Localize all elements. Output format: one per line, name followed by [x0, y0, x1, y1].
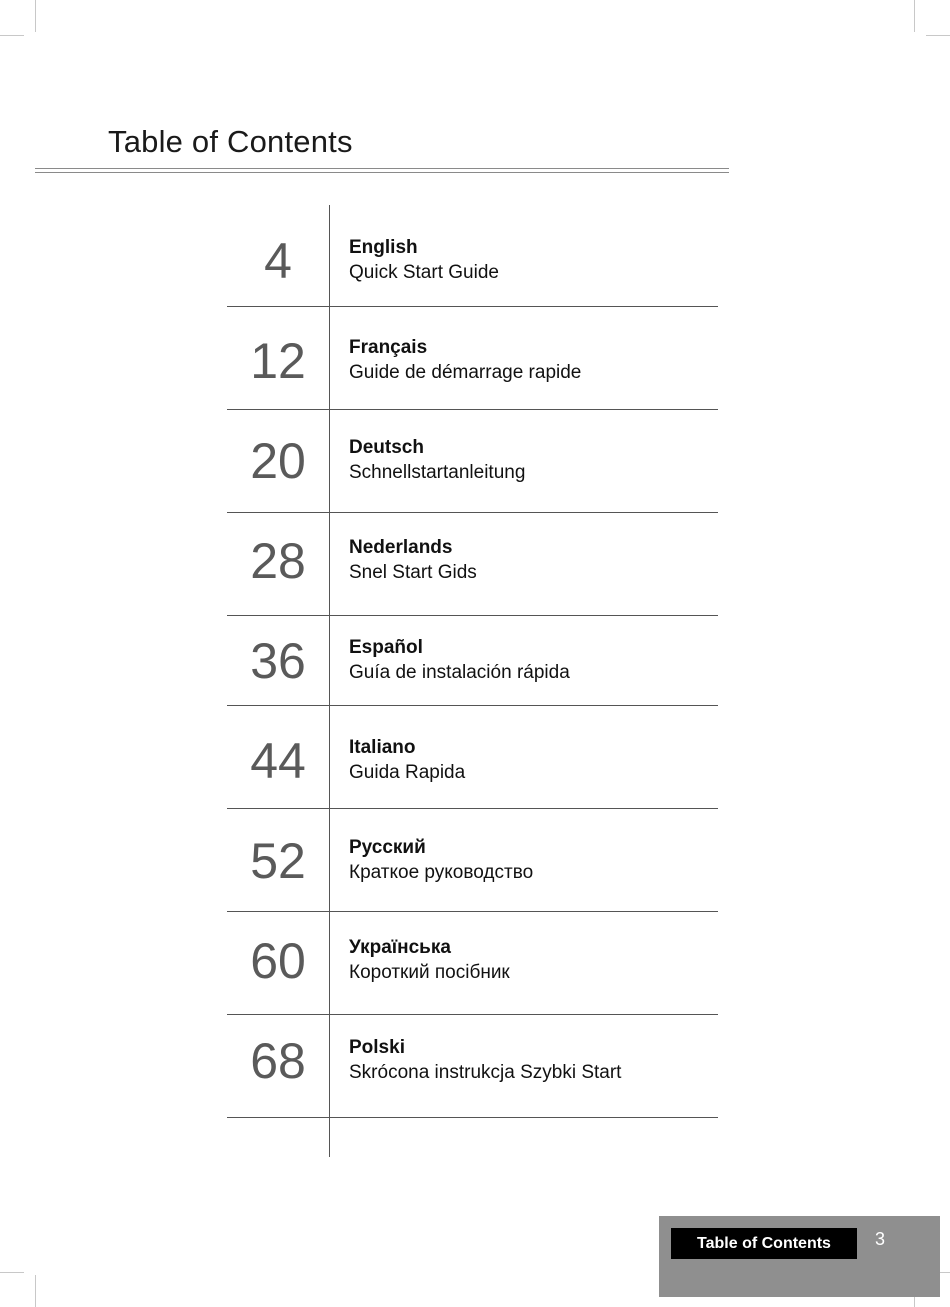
- toc-entry[interactable]: [349, 835, 709, 885]
- toc-subtitle: Skrócona instrukcja Szybki Start: [349, 1062, 622, 1083]
- toc-row-divider: [227, 615, 718, 616]
- toc-subtitle: Schnellstartanleitung: [349, 462, 526, 483]
- toc-entry[interactable]: [349, 935, 709, 985]
- page-number: 3: [875, 1229, 886, 1249]
- crop-mark: [0, 35, 24, 36]
- toc-table: [227, 205, 718, 1157]
- toc-page-number: 68: [250, 1033, 306, 1089]
- toc-row-divider: [227, 705, 718, 706]
- toc-entry[interactable]: [349, 235, 709, 285]
- toc-row-divider: [227, 1117, 718, 1118]
- toc-language: Nederlands: [349, 537, 453, 558]
- toc-subtitle: Guide de démarrage rapide: [349, 362, 582, 383]
- title-rule: [35, 172, 729, 173]
- toc-language: Español: [349, 637, 423, 658]
- toc-row-divider: [227, 306, 718, 307]
- toc-page-number: 60: [250, 933, 306, 989]
- toc-subtitle: Guía de instalación rápida: [349, 662, 570, 683]
- footer-badge: [659, 1216, 940, 1297]
- toc-language: Русский: [349, 837, 426, 858]
- toc-language: Deutsch: [349, 437, 424, 458]
- toc-page-number: 4: [264, 233, 292, 289]
- crop-mark: [35, 0, 36, 32]
- footer-section-label: Table of Contents: [671, 1228, 857, 1259]
- crop-mark: [926, 35, 950, 36]
- toc-page-number: 20: [250, 433, 306, 489]
- toc-row-divider: [227, 911, 718, 912]
- toc-row-divider: [227, 512, 718, 513]
- toc-subtitle: Короткий посібник: [349, 962, 510, 983]
- toc-subtitle: Краткое руководство: [349, 862, 534, 883]
- toc-entry[interactable]: [349, 1035, 709, 1085]
- toc-page-number: 44: [250, 733, 306, 789]
- toc-entry[interactable]: [349, 735, 709, 785]
- toc-entry[interactable]: [349, 535, 709, 585]
- toc-language: English: [349, 237, 418, 258]
- toc-page-number: 36: [250, 633, 306, 689]
- page-title: Table of Contents: [108, 124, 353, 159]
- toc-language: Українська: [349, 937, 451, 958]
- toc-page-number: 28: [250, 533, 306, 589]
- toc-language: Polski: [349, 1037, 405, 1058]
- toc-row-divider: [227, 409, 718, 410]
- toc-page-number: 52: [250, 833, 306, 889]
- crop-mark: [35, 1275, 36, 1307]
- toc-subtitle: Snel Start Gids: [349, 562, 477, 583]
- toc-language: Italiano: [349, 737, 416, 758]
- toc-language: Français: [349, 337, 428, 358]
- toc-entry[interactable]: [349, 435, 709, 485]
- toc-subtitle: Quick Start Guide: [349, 262, 499, 283]
- crop-mark: [914, 0, 915, 32]
- toc-page-number: 12: [250, 333, 306, 389]
- toc-row-divider: [227, 808, 718, 809]
- toc-subtitle: Guida Rapida: [349, 762, 466, 783]
- toc-row-divider: [227, 1014, 718, 1015]
- title-rule: [35, 168, 729, 169]
- crop-mark: [0, 1272, 24, 1273]
- toc-entry[interactable]: [349, 335, 709, 385]
- toc-entry[interactable]: [349, 635, 709, 685]
